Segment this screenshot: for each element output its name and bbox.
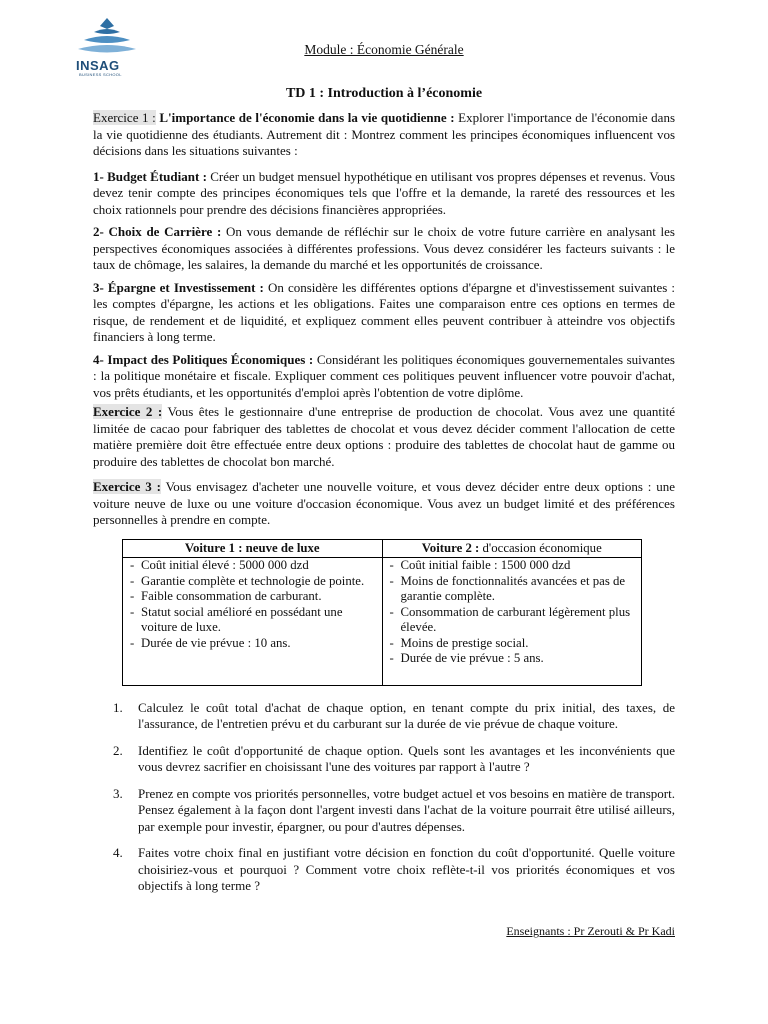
item-text: On vous demande de réfléchir sur le choix de votre future carrière en analysant les perspectives économiques associées à différentes professions. Vous devez considérer les facteurs suivants : le taux de chômage, les salaires, la demande du marché et les opportunités de croissance.: [93, 224, 675, 272]
list-item: - Consommation de carburant légèrement plus élevée.: [386, 605, 639, 636]
question-text: Faites votre choix final en justifiant votre décision en fonction du coût d'opportunité. Quelle voiture choisiriez-vous et pourquoi ? Comment votre choix reflète-t-il vos priorités économiques et vos objectifs à long terme ?: [138, 845, 675, 893]
question-item: [113, 786, 675, 836]
question-item: [113, 845, 675, 895]
list-item: - Moins de prestige social.: [386, 636, 639, 652]
car-comparison-table: [122, 539, 642, 686]
question-text: Identifiez le coût d'opportunité de chaque option. Quels sont les avantages et les inconvénients que vous devrez sacrifier en choisissant l'une des voitures par rapport à l'autre ?: [138, 742, 675, 774]
col1-cell: [123, 558, 383, 686]
table-header-row: [123, 539, 642, 558]
exercise1-intro: [93, 110, 675, 160]
table-row: [123, 558, 642, 686]
list-item: - Faible consommation de carburant.: [126, 589, 379, 605]
exercise1-intro-text: Explorer l'importance de l'économie dans la vie quotidienne des étudiants. Autrement dit : Montrez comment les principes économiques influencent vos décisions dans les situations suivantes :: [93, 110, 675, 158]
question-number: 4.: [113, 845, 123, 860]
item-title: 4- Impact des Politiques Économiques :: [93, 351, 314, 367]
question-item: [113, 743, 675, 776]
list-item: - Garantie complète et technologie de pointe.: [126, 574, 379, 590]
exercise3: [93, 479, 675, 529]
logo-text: INSAG: [76, 58, 120, 73]
question-number: 1.: [113, 699, 123, 715]
module-title: Module : Économie Générale: [304, 42, 464, 57]
question-text: Prenez en compte vos priorités personnelles, votre budget actuel et vos besoins en matière de transport. Pensez également à la façon dont l'argent investi dans l'achat de la voiture pourrait être utilisé ailleurs, par exemple pour investir, épargner, ou pour d'autres dépenses.: [138, 785, 675, 834]
list-item: - Durée de vie prévue : 10 ans.: [126, 636, 379, 652]
page-title: TD 1 : Introduction à l’économie: [285, 86, 483, 101]
col2-cell: [382, 558, 642, 686]
module-header: [0, 42, 768, 58]
footer: [0, 924, 675, 939]
col2-header: [382, 539, 642, 558]
item-text: On considère les différentes options d'épargne et d'investissement suivantes : les comptes d'épargne, les actions et les obligations. Faites une comparaison entre ces options en termes de risque, de rendement et de liquidité, et expliquez comment elles peuvent contribuer à atteindre vos objectifs financiers à long terme.: [93, 279, 675, 344]
col2-header-suffix: d'occasion économique: [482, 540, 602, 555]
logo-subtext: BUSINESS SCHOOL: [79, 72, 122, 77]
item-title: 3- Épargne et Investissement :: [93, 279, 264, 295]
exercise2: [93, 404, 675, 470]
exercise1-item: [93, 224, 675, 274]
exercise1-item: [93, 352, 675, 402]
item-title: 2- Choix de Carrière :: [93, 224, 222, 239]
item-title: 1- Budget Étudiant :: [93, 168, 207, 184]
question-number: 2.: [113, 742, 123, 758]
question-number: 3.: [113, 785, 123, 801]
exercise2-text: Vous êtes le gestionnaire d'une entreprise de production de chocolat. Vous avez une quantité limitée de cacao pour fabriquer des tablettes de chocolat et vous devez décider comment l'allocation de cette matière première doit être effectuée entre deux options : produire des tablettes de chocolat haut de gamme ou produire des tablettes de chocolat bon marché.: [93, 404, 676, 469]
question-text: Calculez le coût total d'achat de chaque option, en tenant compte du prix initial, des taxes, de l'assurance, de l'entretien prévu et du carburant sur la durée de vie prévue de chaque voiture.: [138, 699, 675, 731]
teachers-credit: Enseignants : Pr Zerouti & Pr Kadi: [506, 924, 675, 938]
exercise2-label: Exercice 2 :: [93, 404, 163, 419]
col1-header-prefix: Voiture 1 :: [184, 540, 243, 555]
exercise1-label: Exercice 1 :: [93, 110, 156, 125]
col2-header-prefix: Voiture 2 :: [421, 540, 480, 555]
exercise3-label: Exercice 3 :: [93, 479, 161, 494]
list-item: - Statut social amélioré en possédant une voiture de luxe.: [126, 605, 379, 636]
questions-list: [113, 700, 675, 895]
exercise1-heading: L'importance de l'économie dans la vie quotidienne :: [159, 110, 455, 125]
list-item: - Durée de vie prévue : 5 ans.: [386, 651, 639, 667]
item-text: Considérant les politiques économiques gouvernementales suivantes : la politique monétaire et fiscale. Expliquer comment ces politiques peuvent influencer votre pouvoir d'achat, vos prêts étudiants, et les opportunités d'emploi après l'obtention de votre diplôme.: [93, 351, 675, 400]
list-item: - Moins de fonctionnalités avancées et pas de garantie complète.: [386, 574, 639, 605]
col2-list: [386, 558, 639, 667]
col1-header-suffix: neuve de luxe: [245, 540, 320, 555]
document-body: [93, 110, 675, 895]
col1-header: [123, 539, 383, 558]
list-item: - Coût initial élevé : 5000 000 dzd: [126, 558, 379, 574]
list-item: - Coût initial faible : 1500 000 dzd: [386, 558, 639, 574]
question-item: [113, 700, 675, 733]
exercise1-item: [93, 280, 675, 346]
exercise1-item: [93, 169, 675, 219]
col1-list: [126, 558, 379, 651]
item-text: Créer un budget mensuel hypothétique en utilisant vos propres dépenses et revenus. Vous devez tenir compte des principes économiques tels que l'offre et la demande, la rareté des ressources et les choix rationnels pour prendre des décisions financières appropriées.: [93, 168, 675, 217]
exercise3-text: Vous envisagez d'acheter une nouvelle voiture, et vous devez décider entre deux options : une voiture neuve de luxe ou une voiture d'occasion économique. Vous avez un budget limité et des préférences personnelles à prendre en compte.: [93, 479, 675, 527]
